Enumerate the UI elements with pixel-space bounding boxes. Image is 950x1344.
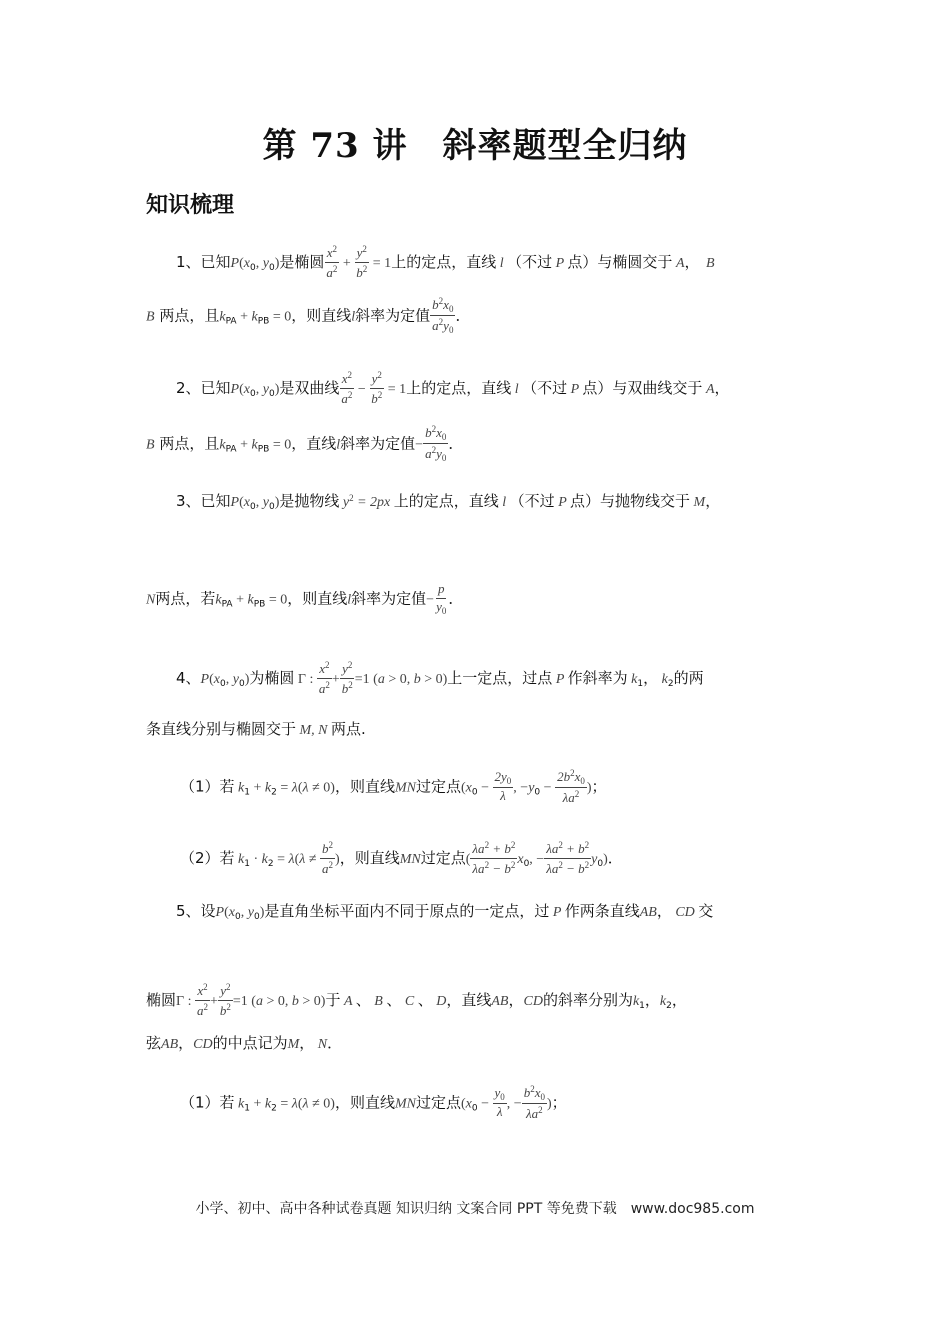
- formula-fixed-point-5-1: $\frac{y_0}{\lambda}$: [494, 1085, 505, 1120]
- page-title: 第 73 讲 斜率题型全归纳: [262, 126, 688, 166]
- formula-slope-3: $\frac{p}{y_0}$: [436, 581, 447, 616]
- item-2-line-1: 2、已知$P(x_0$, $y_0$)是双曲线 $\frac{x^2}{a^2}$ − $\frac{y^2}{b^2}$ = 1上的定点，直线 l （不过 P 点）与双曲线交于 A，: [176, 370, 730, 406]
- item-4-sub-1: （1）若 $k_1 + k_2 = \lambda(\lambda \ne 0)$，则直线MN过定点($x_0$ − $\frac{2y_0}{\lambda}$ , $-y_0$ − $\frac{2b^2x_0}{\lambda a^2}$ )；: [180, 768, 607, 806]
- item-1-line-1: 1、已知$P(x_0$, $y_0$)是椭圆 $\frac{x^2}{a^2}$ + $\frac{y^2}{b^2}$ = 1上的定点，直线 l （不过 P 点）与椭圆交于 A， B: [176, 244, 715, 280]
- formula-slope-2: $\frac{b^2x_0}{a^2y_0}$: [425, 424, 447, 464]
- item-5-line-1: 5、设$P(x_0$, $y_0$)是直角坐标平面内不同于原点的一定点，过 P 作两条直线AB， CD 交: [176, 902, 714, 922]
- formula-fixed-point-4-2: $\frac{\lambda a^2 + b^2}{\lambda a^2 - b^2}$: [472, 840, 516, 876]
- formula-ellipse: $\frac{x^2}{a^2}$: [326, 244, 338, 280]
- formula-fixed-point-4-1: $\frac{2y_0}{\lambda}$: [494, 769, 512, 804]
- formula-hyperbola: $\frac{x^2}{a^2}$: [341, 370, 353, 406]
- formula-parabola: $y^2 = 2px$: [339, 493, 394, 510]
- item-5-line-3: 弦AB，CD的中点记为M， N．: [146, 1034, 343, 1052]
- formula-slope-1: $\frac{b^2x_0}{a^2y_0}$: [432, 296, 454, 336]
- item-3-line-2: N两点，若$k_{PA} + k_{PB} = 0$，则直线l斜率为定值− $\frac{p}{y_0}$ ．: [146, 581, 464, 616]
- item-4-line-2: 条直线分别与椭圆交于 M, N 两点.: [146, 720, 366, 738]
- formula-ellipse-gamma: $\frac{x^2}{a^2}$: [318, 660, 330, 696]
- footer-note: 小学、初中、高中各种试卷真题 知识归纳 文案合同 PPT 等免费下载 www.doc985.com: [195, 1201, 755, 1217]
- section-heading: 知识梳理: [146, 193, 235, 218]
- item-5-sub-1: （1）若 $k_1 + k_2 = \lambda(\lambda \ne 0)$，则直线MN过定点($x_0$ − $\frac{y_0}{\lambda}$ , − $\frac{b^2x_0}{\lambda a^2}$ )；: [180, 1084, 567, 1122]
- formula-point-p: P: [230, 255, 240, 271]
- item-4-line-1: 4、$P(x_0$, $y_0$)为椭圆 Γ : $\frac{x^2}{a^2}$ + $\frac{y^2}{b^2}$ =1 (a > 0, b > 0)上一定点，过点 P 作斜率为 $k_1$， $k_2$的两: [176, 660, 704, 696]
- item-3-line-1: 3、已知$P(x_0$, $y_0$)是抛物线 $y^2 = 2px$ 上的定点，直线 l （不过 P 点）与抛物线交于 M，: [176, 492, 721, 512]
- item-4-sub-2: （2）若 $k_1 \cdot k_2 = \lambda(\lambda$ ≠ $\frac{b^2}{a^2}$ )，则直线MN过定点( $\frac{\lambda a^2 + b^2}{\lambda a^2 - b^2}$ $x_0$, − $\frac{\lambda a^2 + b^2}{\lambda a^2 - b^2}$ $y_0$)．: [180, 840, 623, 876]
- formula-ellipse-gamma-2: $\frac{x^2}{a^2}$: [197, 982, 208, 1018]
- item-2-line-2: B 两点，且$k_{PA} + k_{PB} = 0$，直线l斜率为定值− $\frac{b^2x_0}{a^2y_0}$ ．: [146, 424, 464, 464]
- item-5-line-2: 椭圆Γ : $\frac{x^2}{a^2}$ + $\frac{y^2}{b^2}$ =1 (a > 0, b > 0)于 A 、 B 、 C 、 D，直线AB，CD的斜率分别为$k_1$，$k_2$，: [146, 982, 687, 1018]
- item-1-line-2: B 两点，且$k_{PA} + k_{PB} = 0$，则直线l斜率为定值 $\frac{b^2x_0}{a^2y_0}$ ．: [146, 296, 471, 336]
